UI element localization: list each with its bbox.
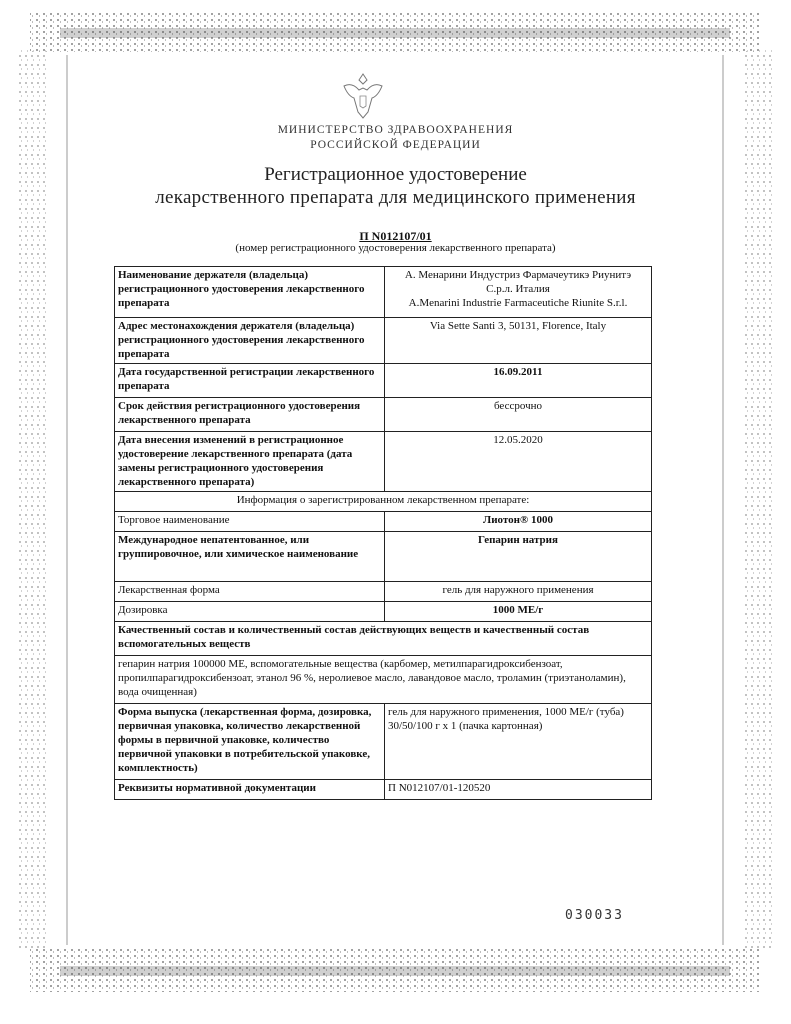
holder-label: Наименование держателя (владельца) регистрационного удостоверения лекарственного препарата	[115, 267, 385, 318]
trade-name-label: Торговое наименование	[115, 512, 385, 532]
table-row	[115, 267, 652, 318]
table-row	[115, 704, 652, 780]
normative-doc-label: Реквизиты нормативной документации	[115, 780, 385, 800]
table-row	[115, 656, 652, 704]
table-row	[115, 364, 652, 398]
validity-label: Срок действия регистрационного удостоверения лекарственного препарата	[115, 398, 385, 432]
table-row	[115, 512, 652, 532]
inn-label: Международное непатентованное, или группировочное, или химическое наименование	[115, 532, 385, 582]
coat-of-arms-emblem	[338, 70, 388, 122]
address-value: Via Sette Santi 3, 50131, Florence, Italy	[385, 318, 652, 364]
holder-value-line3: A.Menarini Industrie Farmaceutiche Riunite S.r.l.	[408, 297, 628, 309]
release-form-label: Форма выпуска (лекарственная форма, дозировка, первичная упаковка, количество лекарственной формы в первичной упаковке, количество первичной упаковки в потребительской упаковке, комплектность)	[115, 704, 385, 780]
registration-date-label: Дата государственной регистрации лекарственного препарата	[115, 364, 385, 398]
form-serial-number: 030033	[565, 908, 624, 923]
table-row	[115, 582, 652, 602]
document-title-line1: Регистрационное удостоверение	[264, 164, 527, 185]
info-heading: Информация о зарегистрированном лекарственном препарате:	[115, 492, 652, 512]
trade-name-value: Лиотон® 1000	[385, 512, 652, 532]
ministry-name-line2: РОССИЙСКОЙ ФЕДЕРАЦИИ	[310, 139, 481, 151]
table-row	[115, 492, 652, 512]
address-label: Адрес местонахождения держателя (владельца) регистрационного удостоверения лекарственного препарата	[115, 318, 385, 364]
registration-number-caption: (номер регистрационного удостоверения лекарственного препарата)	[235, 242, 556, 254]
registration-number: П N012107/01	[359, 229, 432, 243]
registration-table	[114, 266, 652, 800]
table-row	[115, 622, 652, 656]
inn-value: Гепарин натрия	[385, 532, 652, 582]
document-title-line2: лекарственного препарата для медицинского применения	[155, 187, 636, 208]
holder-value	[385, 267, 652, 318]
registration-date-value: 16.09.2011	[385, 364, 652, 398]
release-form-value: гель для наружного применения, 1000 МЕ/г (туба) 30/50/100 г x 1 (пачка картонная)	[385, 704, 652, 780]
dosage-form-label: Лекарственная форма	[115, 582, 385, 602]
table-row	[115, 602, 652, 622]
dosage-label: Дозировка	[115, 602, 385, 622]
holder-value-line2: С.р.л. Италия	[486, 283, 550, 295]
composition-text: гепарин натрия 100000 МЕ, вспомогательные вещества (карбомер, метилпарагидроксибензоат, пропилпарагидроксибензоат, этанол 96 %, неролиевое масло, лавандовое масло, троламин (триэтаноламин), вода очищенная)	[115, 656, 652, 704]
dosage-value: 1000 МЕ/г	[385, 602, 652, 622]
table-row	[115, 432, 652, 492]
composition-heading: Качественный состав и количественный состав действующих веществ и качественный состав вспомогательных веществ	[115, 622, 652, 656]
ministry-name-line1: МИНИСТЕРСТВО ЗДРАВООХРАНЕНИЯ	[277, 124, 514, 136]
table-row	[115, 398, 652, 432]
validity-value: бессрочно	[385, 398, 652, 432]
change-date-label: Дата внесения изменений в регистрационное удостоверение лекарственного препарата (дата замены регистрационного удостоверения лекарственного препарата)	[115, 432, 385, 492]
dosage-form-value: гель для наружного применения	[385, 582, 652, 602]
table-row	[115, 318, 652, 364]
table-row	[115, 532, 652, 582]
holder-value-line1: А. Менарини Индустриз Фармачеутикэ Риунитэ	[404, 269, 632, 281]
change-date-value: 12.05.2020	[385, 432, 652, 492]
normative-doc-value: П N012107/01-120520	[385, 780, 652, 800]
table-row	[115, 780, 652, 800]
